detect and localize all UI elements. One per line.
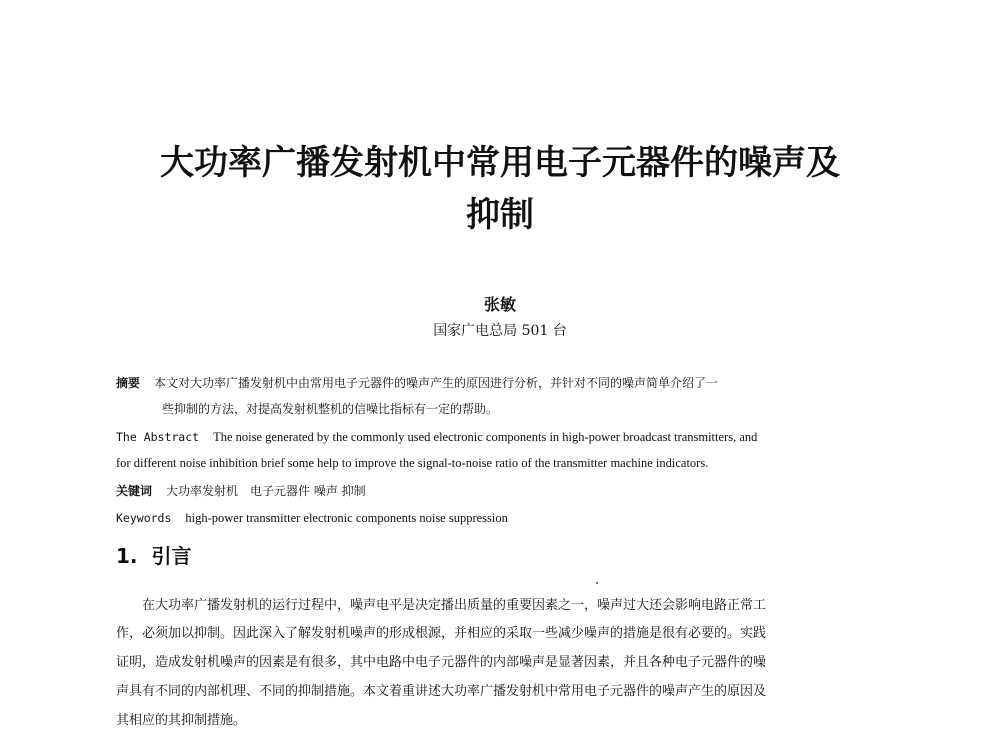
author-affiliation: 国家广电总局 501 台	[433, 323, 567, 339]
keywords-en	[116, 510, 508, 526]
abstract-cn-line-2: 些抑制的方法，对提高发射机整机的信噪比指标有一定的帮助。	[162, 402, 499, 416]
intro-line-2: 作，必须加以抑制。因此深入了解发射机噪声的形成根源，并相应的采取一些减少噪声的措施是很有必要的。实践	[116, 626, 767, 641]
section-number: 1.	[116, 544, 138, 568]
abstract-en-label: The Abstract	[116, 430, 200, 444]
scan-speck	[596, 582, 598, 584]
intro-line-5: 其相应的其抑制措施。	[116, 713, 247, 728]
section-title: 引言	[151, 544, 192, 568]
abstract-en-line-2: for different noise inhibition brief some help to improve the signal-to-noise ratio of the transmitter machine indicators.	[116, 456, 709, 470]
keywords-cn-label: 关键词	[116, 484, 153, 498]
paper-title-line-2: 抑制	[466, 195, 534, 235]
keywords-cn	[116, 483, 366, 499]
author-name: 张敏	[483, 295, 516, 314]
keywords-cn-text: 大功率发射机 电子元器件 噪声 抑制	[166, 484, 366, 498]
intro-line-4: 声具有不同的内部机理、不同的抑制措施。本文着重讲述大功率广播发射机中常用电子元器件的噪声产生的原因及	[116, 684, 767, 699]
intro-line-3: 证明，造成发射机噪声的因素是有很多，其中电路中电子元器件的内部噪声是显著因素，并且各种电子元器件的噪	[116, 655, 767, 670]
intro-line-1: 在大功率广播发射机的运行过程中，噪声电平是决定播出质量的重要因素之一，噪声过大还会影响电路正常工	[116, 598, 767, 613]
keywords-en-text: high-power transmitter electronic components noise suppression	[185, 511, 508, 525]
abstract-cn-label: 摘要	[116, 376, 141, 390]
abstract-en-text-1: The noise generated by the commonly used electronic components in high-power broadcast transmitters, and	[213, 430, 758, 444]
abstract-en-line-1	[116, 429, 757, 445]
paper-title-line-1: 大功率广播发射机中常用电子元器件的噪声及	[160, 143, 840, 183]
abstract-cn-text-1: 本文对大功率广播发射机中由常用电子元器件的噪声产生的原因进行分析，并针对不同的噪声简单介绍了一	[154, 376, 719, 390]
keywords-en-label: Keywords	[116, 511, 172, 525]
section-heading-introduction	[116, 543, 192, 569]
abstract-cn-line-1	[116, 375, 718, 391]
